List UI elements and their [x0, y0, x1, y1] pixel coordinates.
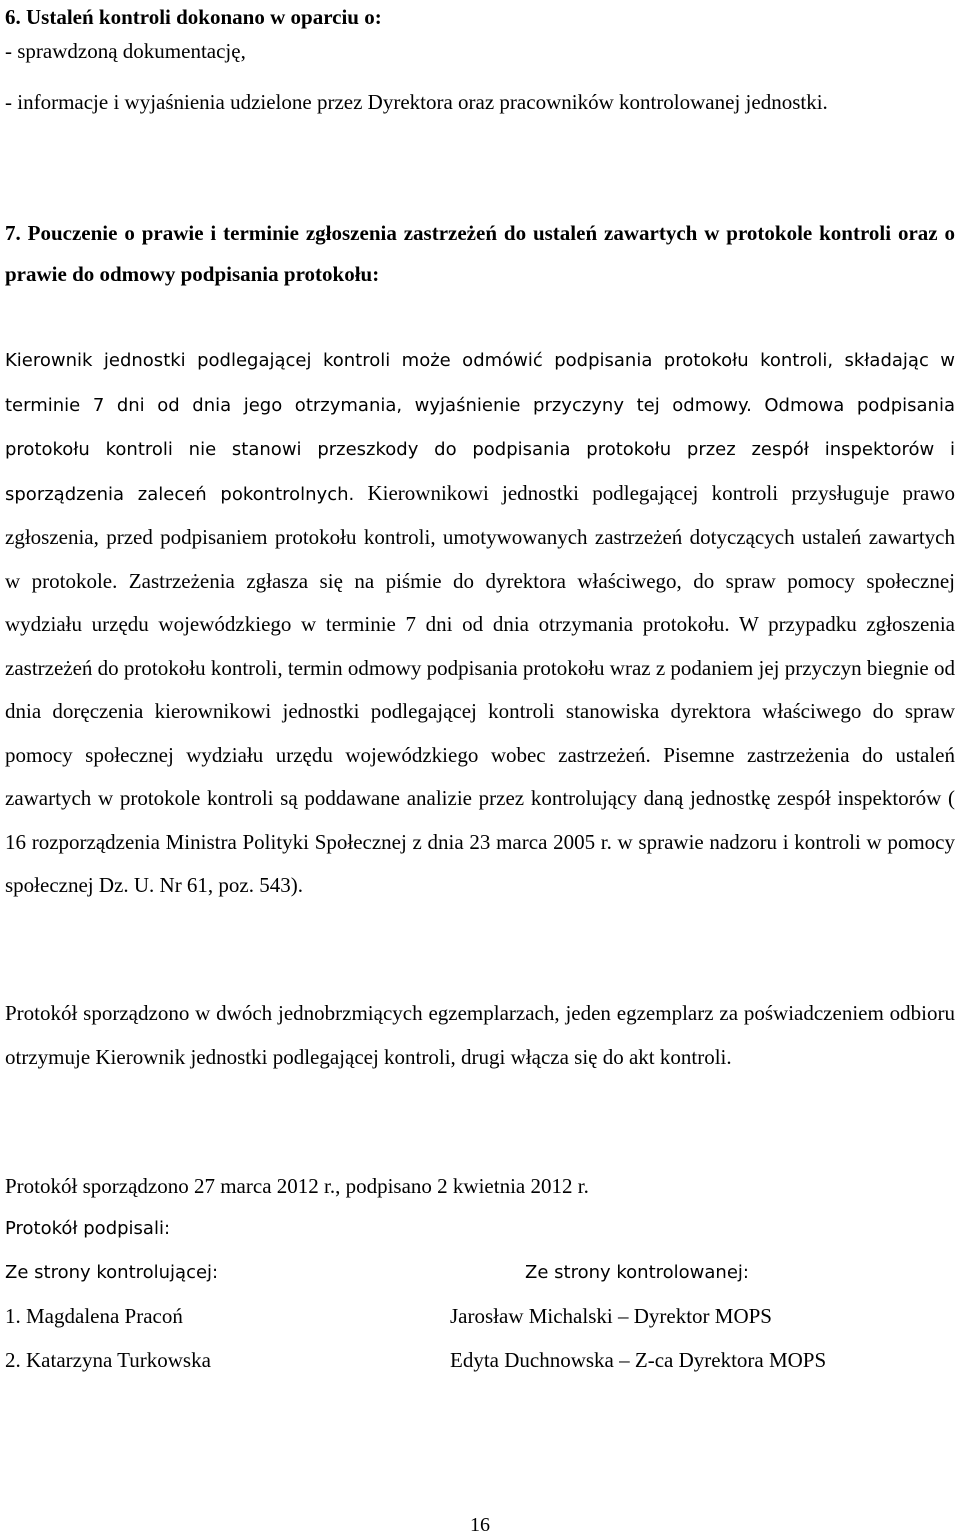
left-signatory-1: 1. Magdalena Pracoń — [5, 1304, 183, 1328]
signed-label: Protokół podpisali: — [5, 1218, 171, 1239]
left-column-label: Ze strony kontrolującej: — [5, 1262, 219, 1283]
section-6-item-1: - sprawdzoną dokumentację, — [5, 39, 246, 63]
left-signatory-2: 2. Katarzyna Turkowska — [5, 1348, 211, 1372]
right-signatory-1: Jarosław Michalski – Dyrektor MOPS — [450, 1304, 772, 1328]
section-6-heading: 6. Ustaleń kontroli dokonano w oparciu o: — [5, 5, 382, 29]
right-signatory-2: Edyta Duchnowska – Z-ca Dyrektora MOPS — [450, 1348, 827, 1372]
right-column-label: Ze strony kontrolowanej: — [525, 1262, 749, 1283]
section-7-paragraph — [5, 338, 955, 908]
paragraph-sans-part: Kierownik jednostki podlegającej kontroli może odmówić podpisania protokołu kontroli, składając w terminie 7 dni od dnia jego otrzymania, wyjaśnienie przyczyny tej odmowy. Odmowa podpisania protokołu kontroli nie stanowi przeszkody do podpisania protokołu przez zespół inspektorów i sporządzenia zaleceń pokontrolnych. — [5, 350, 955, 505]
section-6-item-2: - informacje i wyjaśnienia udzielone przez Dyrektora oraz pracowników kontrolowanej jednostki. — [5, 90, 828, 114]
page-number: 16 — [470, 1514, 490, 1536]
paragraph-serif-part: Kierownikowi jednostki podlegającej kontroli przysługuje prawo zgłoszenia, przed podpisaniem protokołu kontroli, umotywowanych zastrzeżeń dotyczących ustaleń zawartych w protokole. Zastrzeżenia zgłasza się na piśmie do dyrektora właściwego, do spraw pomocy społecznej wydziału urzędu wojewódzkiego w terminie 7 dni od dnia otrzymania protokołu. W przypadku zgłoszenia zastrzeżeń do protokołu kontroli, termin odmowy podpisania protokołu wraz z podaniem jej przyczyn biegnie od dnia doręczenia kierownikowi jednostki podlegającej kontroli stanowiska dyrektora właściwego do spraw pomocy społecznej wydziału urzędu wojewódzkiego wobec zastrzeżeń. Pisemne zastrzeżenia do ustaleń zawartych w protokole kontroli są poddawane analizie przez kontrolujący daną jednostkę zespół inspektorów ( 16 rozporządzenia Ministra Polityki Społecznej z dnia 23 marca 2005 r. w sprawie nadzoru i kontroli w pomocy społecznej Dz. U. Nr 61, poz. 543). — [5, 480, 956, 897]
section-7-heading: 7. Pouczenie o prawie i terminie zgłoszenia zastrzeżeń do ustaleń zawartych w protokole kontroli oraz o prawie do odmowy podpisania protokołu: — [5, 221, 955, 286]
section-7-paragraph-2: Protokół sporządzono w dwóch jednobrzmiących egzemplarzach, jeden egzemplarz za poświadczeniem odbioru otrzymuje Kierownik jednostki podlegającej kontroli, drugi włącza się do akt kontroli. — [5, 1001, 955, 1069]
protocol-dates: Protokół sporządzono 27 marca 2012 r., podpisano 2 kwietnia 2012 r. — [5, 1174, 589, 1198]
